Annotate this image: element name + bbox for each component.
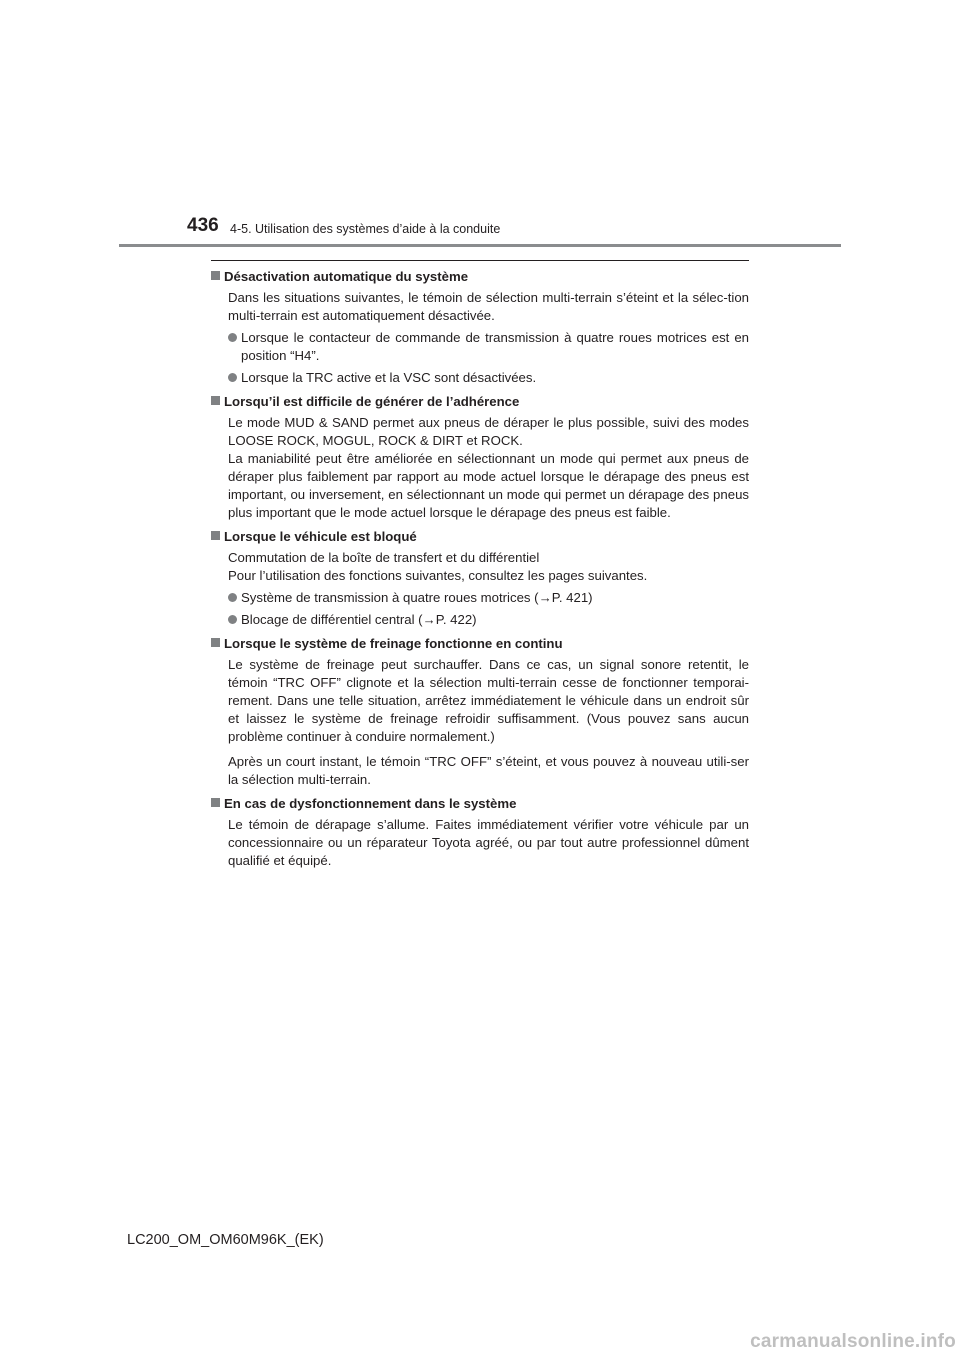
text-line: Commutation de la boîte de transfert et du différentiel [228,550,540,565]
page-content [211,268,749,876]
footer-doc-code: LC200_OM_OM60M96K_(EK) [127,1232,324,1248]
section-auto-deactivation [211,268,749,387]
section-heading [211,635,749,653]
list-item [228,329,749,365]
section-traction-difficulty [211,393,749,522]
round-bullet-icon [228,373,237,382]
watermark: carmanualsonline.info [750,1331,956,1352]
section-title: En cas de dysfonctionnement dans le système [224,796,517,811]
section-malfunction [211,795,749,870]
list-item-text: Système de transmission à quatre roues motrices (→P. 421) [241,590,593,605]
square-bullet-icon [211,798,220,807]
section-heading [211,795,749,813]
text-line: Pour l’utilisation des fonctions suivantes, consultez les pages suivantes. [228,568,648,583]
section-continuous-braking [211,635,749,789]
paragraph: Le système de freinage peut surchauffer. Dans ce cas, un signal sonore retentit, le témoin “TRC OFF” clignote et la sélection multi-terrain cesse de fonctionner temporai-rement. Dans une telle situation, arrêtez immédiatement le véhicule dans un endroit sûr et laissez le système de freinage refroidir suffisamment. (Vous pouvez sans aucun problème continuer à conduire normalement.) [228,657,749,744]
paragraph: La maniabilité peut être améliorée en sélectionnant un mode qui permet aux pneus de déraper plus faiblement par rapport au mode actuel lorsque le dérapage des pneus est important, ou inversement, en sélectionnant un mode qui permet un dérapage des pneus plus important que le mode actuel lorsque le dérapage des pneus est faible. [228,451,749,520]
section-heading [211,528,749,546]
square-bullet-icon [211,638,220,647]
page-number: 436 [187,215,219,236]
list-item [228,611,749,629]
paragraph: Le témoin de dérapage s’allume. Faites immédiatement vérifier votre véhicule par un concessionnaire ou un réparateur Toyota agréé, ou par tout autre professionnel dûment qualifié et équipé. [228,817,749,868]
square-bullet-icon [211,271,220,280]
round-bullet-icon [228,593,237,602]
round-bullet-icon [228,615,237,624]
section-title: Lorsque le véhicule est bloqué [224,529,417,544]
header-rule [119,244,841,247]
section-heading [211,268,749,286]
paragraph: Le mode MUD & SAND permet aux pneus de déraper le plus possible, suivi des modes LOOSE ROCK, MOGUL, ROCK & DIRT et ROCK. [228,415,749,448]
list-item-text: Lorsque le contacteur de commande de transmission à quatre roues motrices est en position “H4”. [241,330,749,363]
list-item [228,369,749,387]
paragraph: Dans les situations suivantes, le témoin de sélection multi-terrain s’éteint et la sélec-tion multi-terrain est automatiquement désactivée. [228,290,749,323]
section-title: Lorsque le système de freinage fonctionne en continu [224,636,563,651]
chapter-title: 4-5. Utilisation des systèmes d’aide à la conduite [230,222,501,236]
content-top-rule [211,260,749,261]
section-heading [211,393,749,411]
section-title: Désactivation automatique du système [224,269,469,284]
list-item-text: Lorsque la TRC active et la VSC sont désactivées. [241,370,537,385]
section-vehicle-stuck [211,528,749,629]
paragraph: Après un court instant, le témoin “TRC OFF” s’éteint, et vous pouvez à nouveau utili-ser la sélection multi-terrain. [228,754,749,787]
list-item-text: Blocage de différentiel central (→P. 422) [241,612,477,627]
list-item [228,589,749,607]
section-title: Lorsqu’il est difficile de générer de l’adhérence [224,394,520,409]
square-bullet-icon [211,531,220,540]
round-bullet-icon [228,333,237,342]
square-bullet-icon [211,396,220,405]
